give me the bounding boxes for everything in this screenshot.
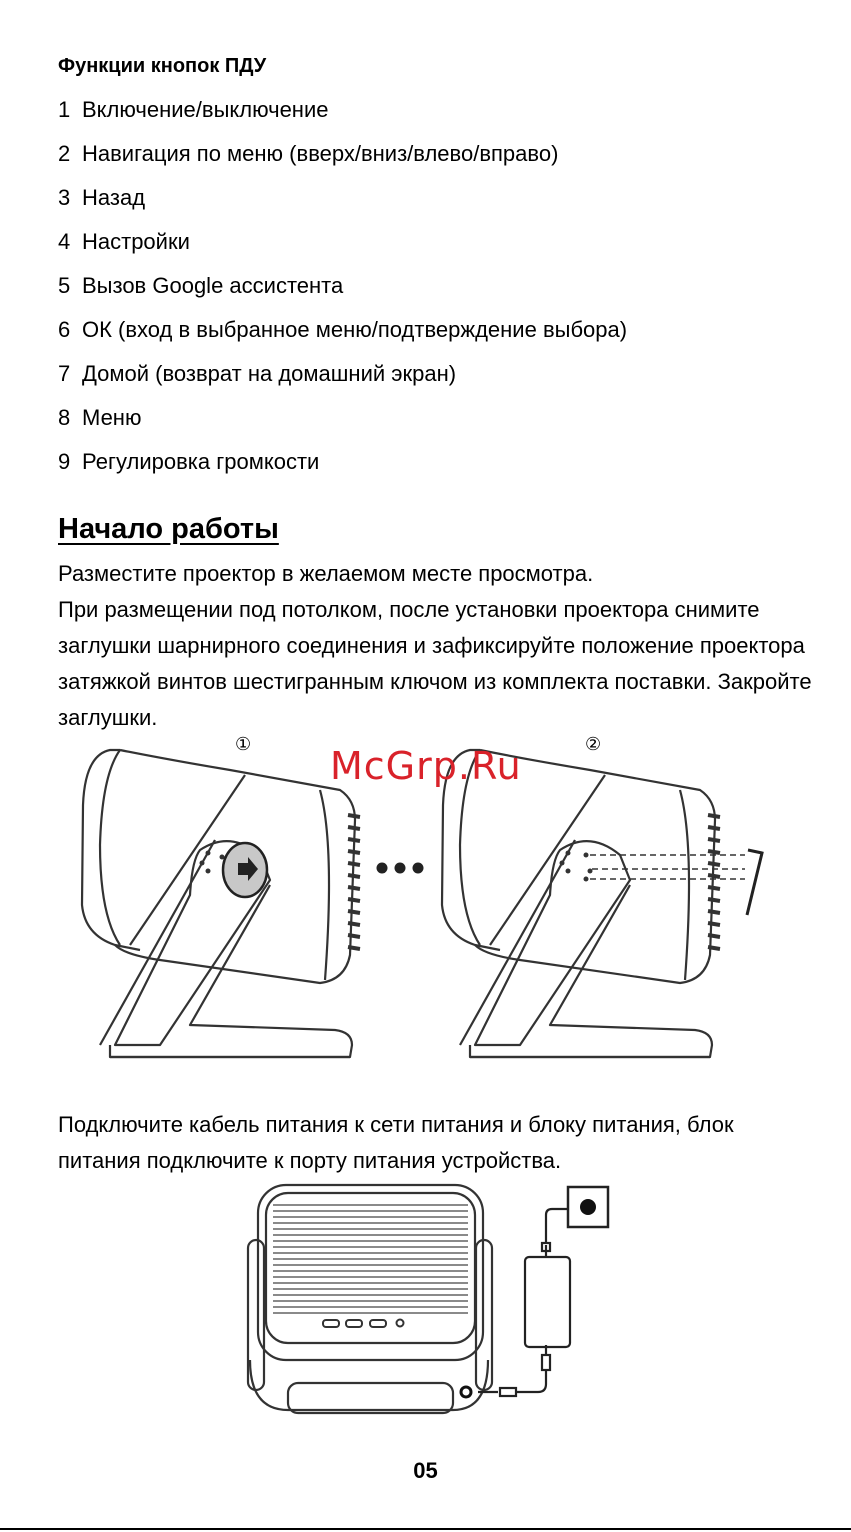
list-item: 3 Назад [58, 185, 146, 210]
power-connection-illustration [238, 1185, 618, 1420]
hex-key-icon [747, 850, 762, 915]
list-item: 8 Меню [58, 405, 142, 430]
projector-illustration-step2 [440, 745, 770, 1065]
power-adapter [525, 1257, 570, 1347]
list-item: 7 Домой (возврат на домашний экран) [58, 361, 457, 386]
bottom-rule [0, 1528, 851, 1530]
placement-paragraph: Разместите проектор в желаемом месте просмотра. [58, 561, 594, 586]
watermark: McGrp.Ru [330, 744, 522, 788]
list-item: 5 Вызов Google ассистента [58, 273, 344, 298]
ceiling-mount-paragraph: При размещении под потолком, после установки проектора снимите заглушки шарнирного соединения и зафиксируйте положение проектора затяжкой винтов шестигранным ключом из комплекта поставки. Закройте заглушки. [58, 597, 812, 730]
plug-icon [580, 1199, 596, 1215]
step-1-label: ① [235, 734, 252, 755]
list-item: 1 Включение/выключение [58, 97, 329, 122]
ellipsis-icon [376, 860, 426, 876]
list-item: 9 Регулировка громкости [58, 449, 320, 474]
step-2-label: ② [585, 734, 602, 755]
dc-port-icon [461, 1387, 471, 1397]
list-item: 6 ОК (вход в выбранное меню/подтверждение выбора) [58, 317, 628, 342]
power-connection-paragraph: Подключите кабель питания к сети питания и блоку питания, блок питания подключите к порту питания устройства. [58, 1112, 734, 1173]
remote-functions-heading: Функции кнопок ПДУ [58, 55, 267, 77]
list-item: 4 Настройки [58, 229, 190, 254]
list-item: 2 Навигация по меню (вверх/вниз/влево/вправо) [58, 141, 559, 166]
page-number: 05 [413, 1458, 438, 1483]
getting-started-heading: Начало работы [58, 513, 279, 545]
projector-illustration-step1 [80, 745, 360, 1065]
